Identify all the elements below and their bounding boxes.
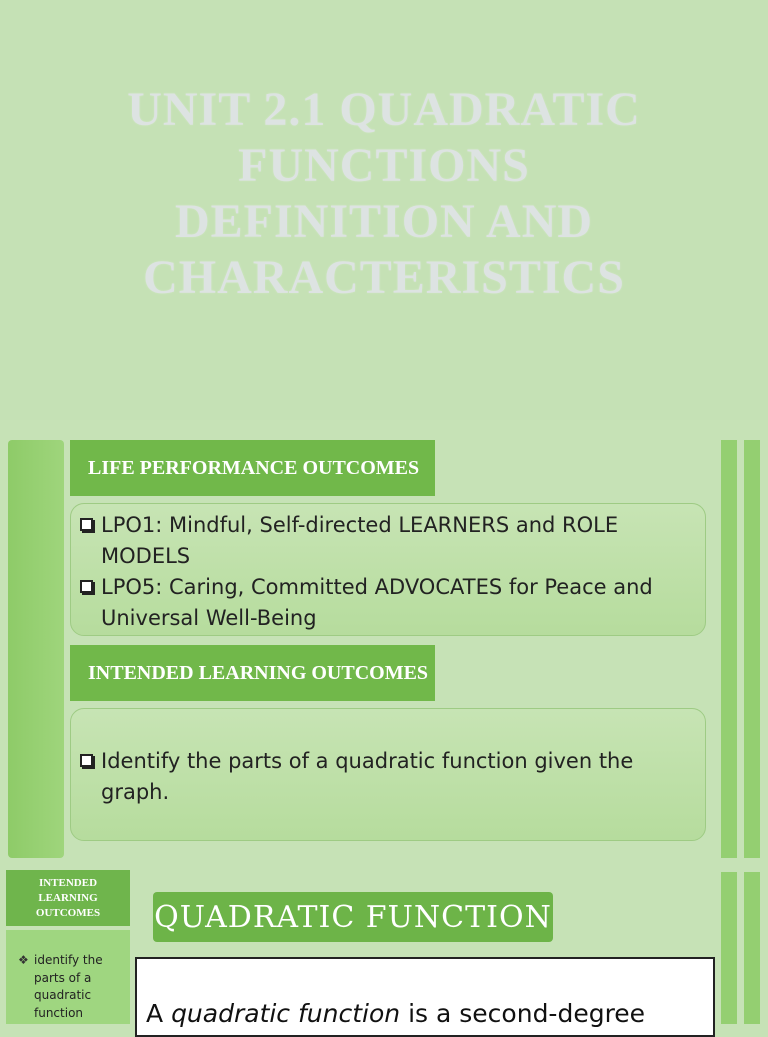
definition-rest: is a second-degree [400,999,646,1028]
lpo-item [71,510,693,572]
side-ilo-header: INTENDED LEARNING OUTCOMES [6,870,130,926]
lpo-item-text: LPO1: Mindful, Self-directed LEARNERS and ROLE MODELS [101,513,619,568]
diamond-bullet-icon: ❖ [18,953,29,967]
checkbox-bullet-icon [80,518,93,531]
left-accent-bar [8,440,64,858]
definition-term: quadratic function [171,999,401,1028]
lpo-header: LIFE PERFORMANCE OUTCOMES [70,440,435,496]
right-accent-stripe [721,440,737,858]
title-slide [0,0,768,420]
quadratic-function-header: QUADRATIC FUNCTION [153,892,553,942]
title-line: CHARACTERISTICS [143,251,625,304]
lpo-box [70,503,706,636]
right-accent-stripe [721,872,737,1024]
title-line: FUNCTIONS [238,139,530,192]
title-line: UNIT 2.1 QUADRATIC [127,83,641,136]
definition-box [135,957,715,1037]
checkbox-bullet-icon [80,754,93,767]
side-ilo-item-text: identify the parts of a quadratic function [34,953,103,1020]
definition-prefix: A [146,999,172,1028]
right-accent-stripe [744,872,760,1024]
side-ilo-item [18,952,126,1022]
right-accent-stripe [744,440,760,858]
ilo-box [70,708,706,841]
slide-title [60,82,708,306]
lpo-item [71,572,693,634]
ilo-header: INTENDED LEARNING OUTCOMES [70,645,435,701]
ilo-item-text: Identify the parts of a quadratic function given the graph. [101,749,634,804]
checkbox-bullet-icon [80,580,93,593]
ilo-item [71,746,693,808]
lpo-item-text: LPO5: Caring, Committed ADVOCATES for Peace and Universal Well-Being [101,575,653,630]
title-line: DEFINITION AND [174,195,594,248]
